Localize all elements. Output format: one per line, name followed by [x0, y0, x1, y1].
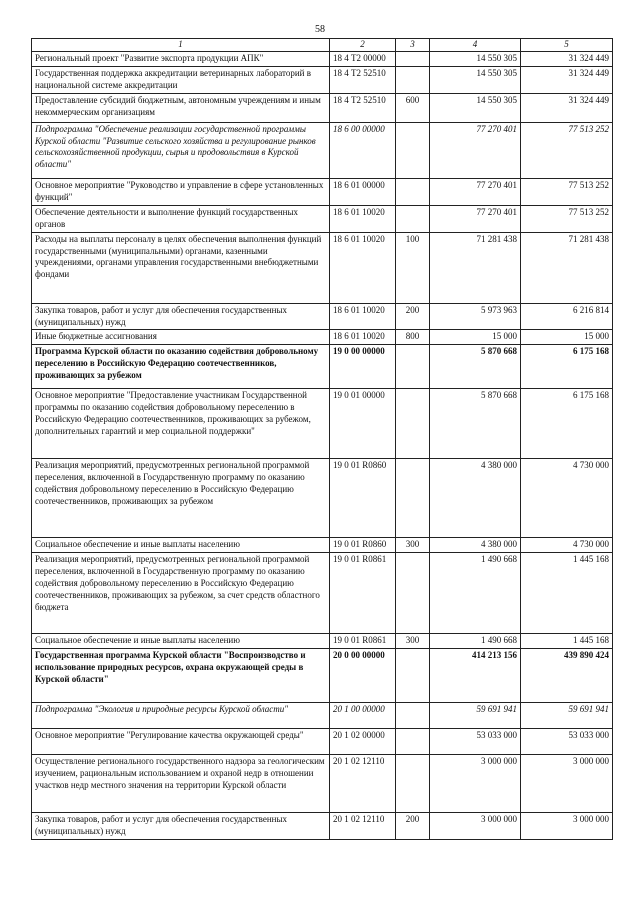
table-row: [32, 553, 613, 634]
cell-code: 18 6 01 10020: [330, 205, 396, 232]
cell-amount-year1: 1 490 668: [430, 553, 521, 634]
cell-amount-year1: 14 550 305: [430, 52, 521, 67]
cell-expense-type: [396, 389, 430, 459]
cell-amount-year2: 4 730 000: [521, 538, 613, 553]
cell-amount-year1: 71 281 438: [430, 232, 521, 303]
cell-amount-year1: 3 000 000: [430, 813, 521, 840]
table-row: [32, 66, 613, 93]
cell-code: 18 6 00 00000: [330, 122, 396, 178]
cell-amount-year1: 14 550 305: [430, 66, 521, 93]
table-row: [32, 52, 613, 67]
table-row: [32, 178, 613, 205]
column-header-expense-type: 3: [396, 39, 430, 52]
cell-name: Государственная программа Курской области "Воспроизводство и использование природных ресурсов, охрана окружающей среды в Курской области": [32, 649, 330, 703]
cell-code: 18 6 01 10020: [330, 303, 396, 330]
table-row: [32, 634, 613, 649]
cell-expense-type: [396, 178, 430, 205]
table-row: [32, 303, 613, 330]
cell-code: 20 0 00 00000: [330, 649, 396, 703]
cell-amount-year2: 439 890 424: [521, 649, 613, 703]
cell-amount-year1: 77 270 401: [430, 122, 521, 178]
cell-name: Региональный проект "Развитие экспорта продукции АПК": [32, 52, 330, 67]
table-header-row: [32, 39, 613, 52]
cell-name: Закупка товаров, работ и услуг для обеспечения государственных (муниципальных) нужд: [32, 813, 330, 840]
cell-expense-type: 300: [396, 538, 430, 553]
table-row: [32, 755, 613, 813]
cell-name: Обеспечение деятельности и выполнение функций государственных органов: [32, 205, 330, 232]
cell-expense-type: [396, 122, 430, 178]
cell-expense-type: [396, 649, 430, 703]
cell-code: 18 6 01 00000: [330, 178, 396, 205]
table-row: [32, 330, 613, 345]
cell-name: Социальное обеспечение и иные выплаты населению: [32, 538, 330, 553]
cell-amount-year1: 77 270 401: [430, 178, 521, 205]
cell-amount-year1: 77 270 401: [430, 205, 521, 232]
cell-code: 19 0 01 R0861: [330, 553, 396, 634]
cell-name: Осуществление регионального государственного надзора за геологическим изучением, рациональным использованием и охраной недр в отношении участков недр местного значения на территории Курской области: [32, 755, 330, 813]
cell-code: 19 0 01 00000: [330, 389, 396, 459]
cell-expense-type: 200: [396, 303, 430, 330]
cell-expense-type: [396, 553, 430, 634]
cell-code: 20 1 02 12110: [330, 755, 396, 813]
column-header-year2: 5: [521, 39, 613, 52]
cell-code: 18 4 Т2 00000: [330, 52, 396, 67]
cell-amount-year2: 71 281 438: [521, 232, 613, 303]
table-row: [32, 813, 613, 840]
cell-code: 19 0 00 00000: [330, 345, 396, 389]
cell-name: Основное мероприятие "Руководство и управление в сфере установленных функций": [32, 178, 330, 205]
cell-amount-year2: 31 324 449: [521, 66, 613, 93]
table-row: [32, 345, 613, 389]
cell-amount-year2: 6 175 168: [521, 389, 613, 459]
cell-code: 18 6 01 10020: [330, 330, 396, 345]
cell-expense-type: [396, 703, 430, 729]
cell-amount-year2: 3 000 000: [521, 755, 613, 813]
cell-expense-type: 600: [396, 93, 430, 122]
cell-amount-year2: 6 175 168: [521, 345, 613, 389]
cell-name: Государственная поддержка аккредитации ветеринарных лабораторий в национальной системе аккредитации: [32, 66, 330, 93]
cell-amount-year2: 15 000: [521, 330, 613, 345]
cell-name: Основное мероприятие "Регулирование качества окружающей среды": [32, 729, 330, 755]
cell-expense-type: 800: [396, 330, 430, 345]
cell-name: Подпрограмма "Обеспечение реализации государственной программы Курской области "Развитие сельского хозяйства и регулирование рынков сельскохозяйственной продукции, сырья и продовольствия в Курской области": [32, 122, 330, 178]
cell-expense-type: 100: [396, 232, 430, 303]
cell-amount-year2: 3 000 000: [521, 813, 613, 840]
cell-amount-year1: 1 490 668: [430, 634, 521, 649]
column-header-code: 2: [330, 39, 396, 52]
table-row: [32, 703, 613, 729]
table-row: [32, 649, 613, 703]
cell-amount-year1: 59 691 941: [430, 703, 521, 729]
cell-amount-year2: 31 324 449: [521, 52, 613, 67]
cell-name: Подпрограмма "Экология и природные ресурсы Курской области": [32, 703, 330, 729]
cell-amount-year1: 5 870 668: [430, 389, 521, 459]
cell-amount-year1: 414 213 156: [430, 649, 521, 703]
table-row: [32, 459, 613, 538]
column-header-name: 1: [32, 39, 330, 52]
cell-amount-year2: 6 216 814: [521, 303, 613, 330]
cell-code: 19 0 01 R0860: [330, 538, 396, 553]
column-header-year1: 4: [430, 39, 521, 52]
table-row: [32, 93, 613, 122]
cell-amount-year2: 59 691 941: [521, 703, 613, 729]
page-number: 58: [315, 24, 325, 35]
cell-amount-year2: 77 513 252: [521, 122, 613, 178]
cell-amount-year2: 31 324 449: [521, 93, 613, 122]
cell-code: 20 1 02 12110: [330, 813, 396, 840]
cell-amount-year1: 4 380 000: [430, 538, 521, 553]
cell-name: Социальное обеспечение и иные выплаты населению: [32, 634, 330, 649]
cell-amount-year2: 77 513 252: [521, 205, 613, 232]
table-body: [32, 39, 613, 840]
cell-expense-type: [396, 345, 430, 389]
cell-amount-year2: 4 730 000: [521, 459, 613, 538]
cell-amount-year2: 77 513 252: [521, 178, 613, 205]
cell-code: 18 4 Т2 52510: [330, 66, 396, 93]
cell-expense-type: [396, 755, 430, 813]
cell-code: 18 6 01 10020: [330, 232, 396, 303]
cell-amount-year1: 5 870 668: [430, 345, 521, 389]
cell-name: Основное мероприятие "Предоставление участникам Государственной программы по оказанию содействия добровольному переселению в Российскую Федерацию соотечественников, проживающих за рубежом, дополнительных гарантий и мер социальной поддержки": [32, 389, 330, 459]
cell-amount-year1: 15 000: [430, 330, 521, 345]
cell-name: Иные бюджетные ассигнования: [32, 330, 330, 345]
cell-code: 18 4 Т2 52510: [330, 93, 396, 122]
cell-name: Реализация мероприятий, предусмотренных региональной программой переселения, включенной в Государственную программу по оказанию содействия добровольному переселению в Российскую Федерацию соотечественников, проживающих за рубежом: [32, 459, 330, 538]
cell-code: 20 1 00 00000: [330, 703, 396, 729]
cell-code: 20 1 02 00000: [330, 729, 396, 755]
cell-amount-year1: 53 033 000: [430, 729, 521, 755]
budget-table: [31, 38, 613, 840]
cell-name: Предоставление субсидий бюджетным, автономным учреждениям и иным некоммерческим организациям: [32, 93, 330, 122]
table-row: [32, 389, 613, 459]
cell-code: 19 0 01 R0860: [330, 459, 396, 538]
cell-expense-type: [396, 52, 430, 67]
cell-expense-type: [396, 66, 430, 93]
cell-name: Расходы на выплаты персоналу в целях обеспечения выполнения функций государственными (муниципальными) органами, казенными учреждениями, органами управления государственными внебюджетными фондами: [32, 232, 330, 303]
cell-name: Закупка товаров, работ и услуг для обеспечения государственных (муниципальных) нужд: [32, 303, 330, 330]
cell-expense-type: 200: [396, 813, 430, 840]
cell-name: Реализация мероприятий, предусмотренных региональной программой переселения, включенной в Государственную программу по оказанию содействия добровольному переселению в Российскую Федерацию соотечественников, проживающих за рубежом, за счет средств областного бюджета: [32, 553, 330, 634]
cell-amount-year2: 1 445 168: [521, 634, 613, 649]
cell-amount-year2: 53 033 000: [521, 729, 613, 755]
cell-amount-year1: 3 000 000: [430, 755, 521, 813]
cell-expense-type: [396, 205, 430, 232]
table-row: [32, 205, 613, 232]
table-row: [32, 122, 613, 178]
cell-code: 19 0 01 R0861: [330, 634, 396, 649]
table-row: [32, 232, 613, 303]
cell-name: Программа Курской области по оказанию содействия добровольному переселению в Российскую Федерацию соотечественников, проживающих за рубежом: [32, 345, 330, 389]
table-row: [32, 729, 613, 755]
cell-expense-type: [396, 459, 430, 538]
cell-amount-year1: 5 973 963: [430, 303, 521, 330]
cell-expense-type: [396, 729, 430, 755]
cell-amount-year1: 4 380 000: [430, 459, 521, 538]
table-row: [32, 538, 613, 553]
cell-amount-year1: 14 550 305: [430, 93, 521, 122]
cell-amount-year2: 1 445 168: [521, 553, 613, 634]
cell-expense-type: 300: [396, 634, 430, 649]
